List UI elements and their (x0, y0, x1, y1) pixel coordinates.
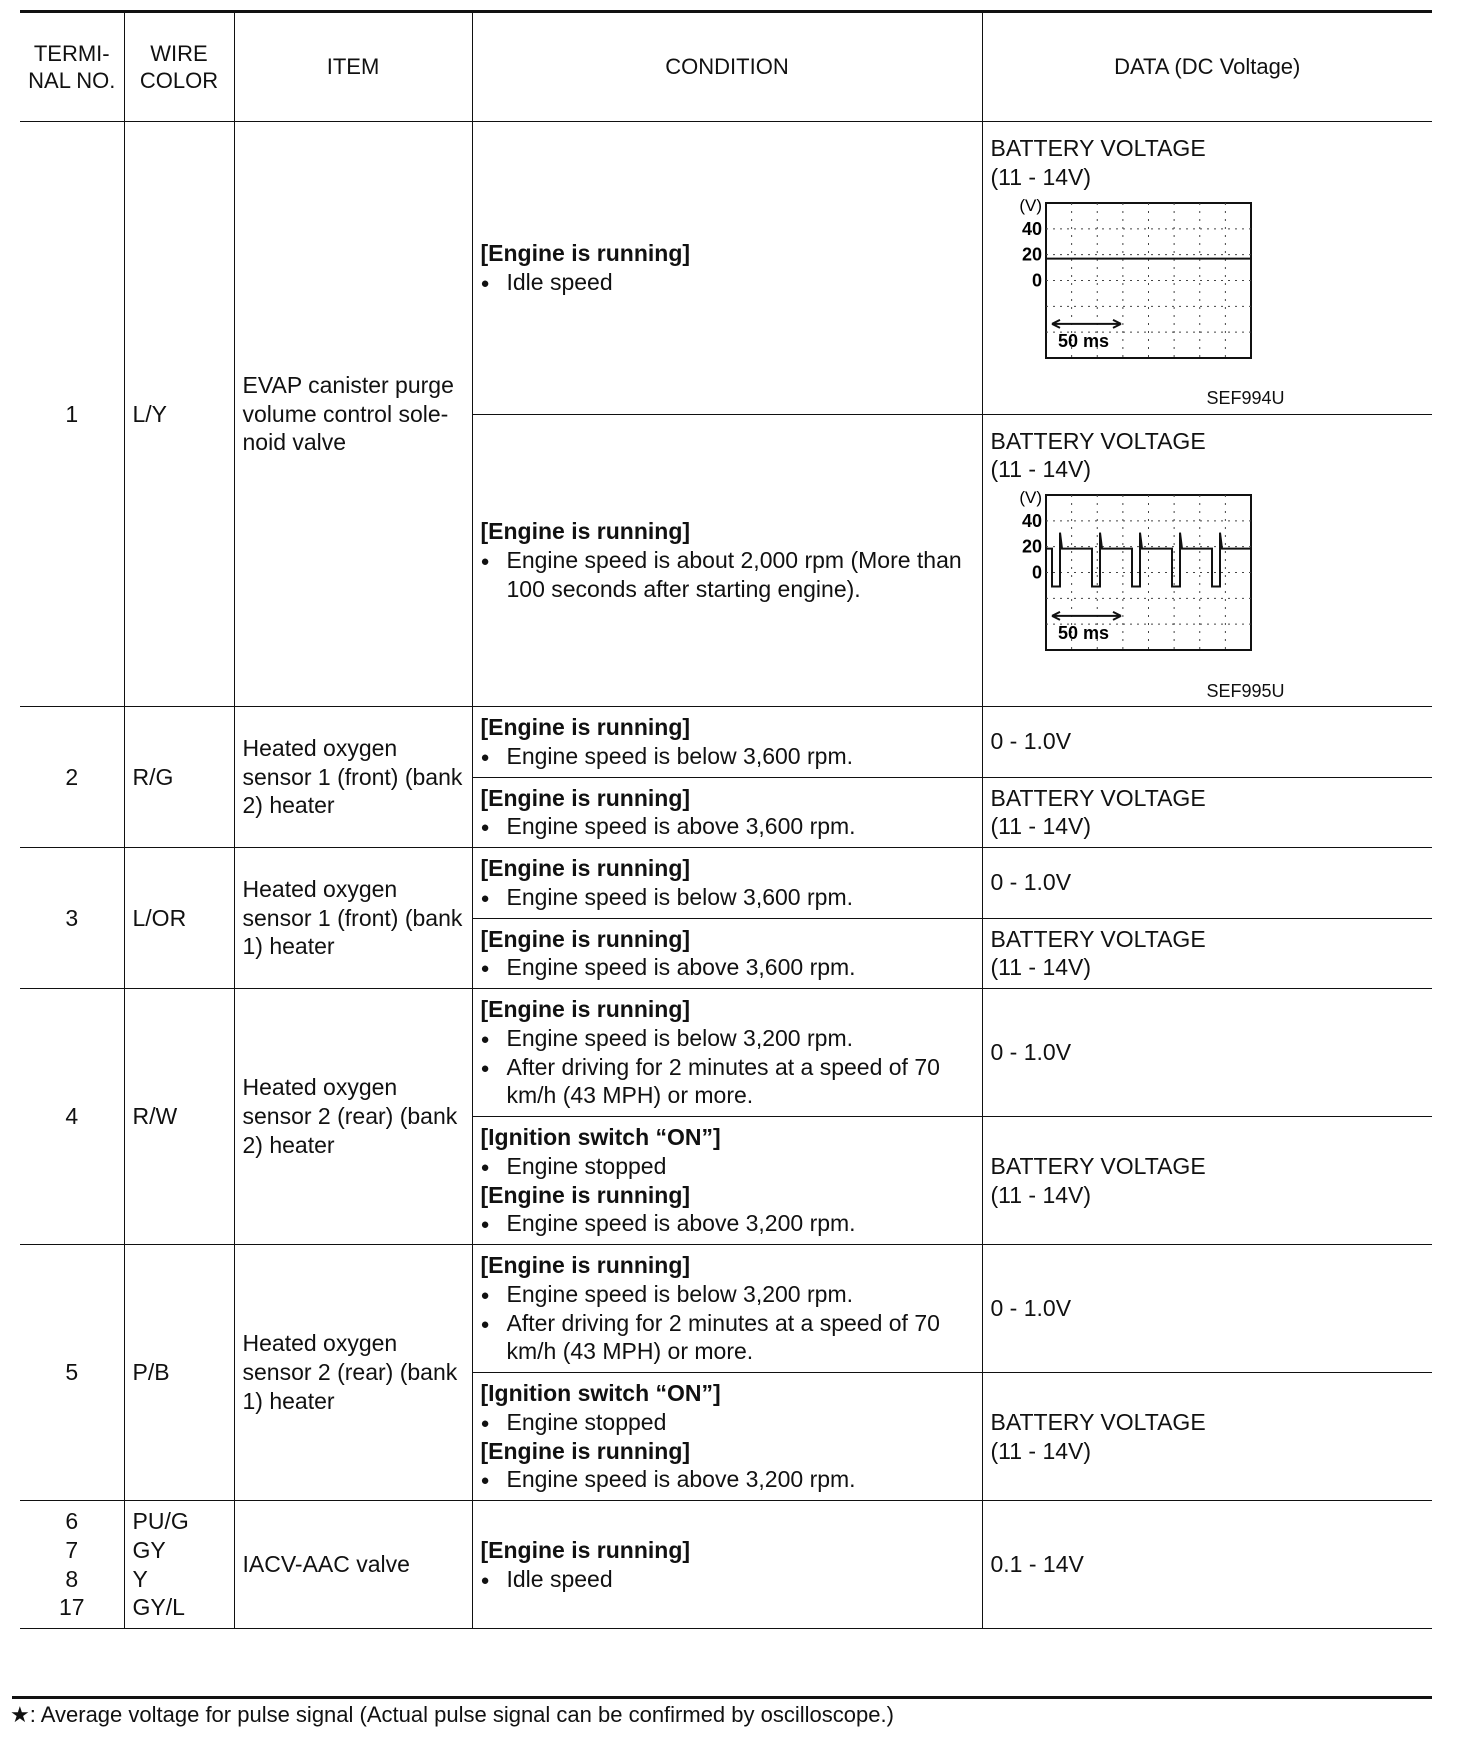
terminal-number-item: 7 (65, 1536, 79, 1563)
header-condition: CONDITION (472, 12, 982, 122)
condition-bullet: ● Engine speed is about 2,000 rpm (More than 100 seconds after starting engine). (481, 546, 974, 604)
wire-color: P/B (124, 1245, 234, 1501)
figure-code: SEF994U (1206, 388, 1285, 408)
condition-heading: [Engine is running] (480, 1181, 691, 1208)
condition-cell (472, 1117, 982, 1245)
header-wire-color: WIRE COLOR (124, 12, 234, 122)
data-cell (982, 1117, 1432, 1245)
data-cell (982, 1501, 1432, 1629)
table-row (20, 122, 1432, 415)
terminal-number: 2 (20, 707, 124, 848)
figure-code: SEF995U (1206, 680, 1285, 701)
data-value-range: (11 - 14V) (990, 813, 1092, 840)
terminal-data-table (20, 10, 1432, 1629)
condition-heading: [Engine is running] (480, 925, 691, 952)
data-value-range: (11 - 14V) (990, 954, 1092, 981)
item-name: Heated oxygen sensor 2 (rear) (bank 2) heater (234, 989, 472, 1245)
time-scale-label: 50 ms (1057, 330, 1109, 351)
condition-heading: [Ignition switch “ON”] (480, 1124, 721, 1150)
condition-bullet: ● Idle speed (481, 1565, 974, 1594)
data-value: BATTERY VOLTAGE (990, 427, 1206, 454)
y-unit-label: (V) (1018, 197, 1042, 215)
bottom-rule (12, 1696, 1432, 1699)
table-row (20, 707, 1432, 778)
data-value-range: (11 - 14V) (990, 163, 1092, 190)
oscilloscope-graph (991, 490, 1291, 660)
terminal-number-item: 8 (65, 1565, 79, 1592)
data-cell (982, 1245, 1432, 1373)
item-name: Heated oxygen sensor 1 (front) (bank 2) heater (234, 707, 472, 848)
condition-bullet: ● Engine stopped (481, 1152, 974, 1181)
condition-heading: [Engine is running] (480, 855, 691, 881)
item-name: IACV-AAC valve (234, 1501, 472, 1629)
data-value: BATTERY VOLTAGE (990, 135, 1206, 161)
footnote: ★: Average voltage for pulse signal (Actual pulse signal can be confirmed by oscilloscope.) (10, 1702, 894, 1727)
header-data: DATA (DC Voltage) (982, 12, 1432, 122)
condition-cell (472, 1501, 982, 1629)
y-tick-40: 40 (1021, 510, 1042, 531)
condition-heading: [Engine is running] (480, 1437, 691, 1464)
condition-cell (472, 707, 982, 778)
condition-cell (472, 918, 982, 989)
terminal-number: 5 (20, 1245, 124, 1501)
data-cell (982, 1373, 1432, 1501)
data-value: 0 - 1.0V (990, 1039, 1072, 1066)
data-value-range: (11 - 14V) (990, 456, 1092, 483)
terminal-number: 1 (20, 122, 124, 707)
oscilloscope-panel (991, 490, 1291, 700)
data-cell (982, 989, 1432, 1117)
wire-color-item: GY (132, 1536, 166, 1563)
table-row (20, 1501, 1432, 1629)
condition-heading: [Engine is running] (480, 784, 691, 811)
data-value: BATTERY VOLTAGE (990, 925, 1206, 952)
header-terminal: TERMI- NAL NO. (20, 12, 124, 122)
condition-cell (472, 414, 982, 707)
condition-bullet: ● Engine speed is below 3,200 rpm. (481, 1280, 974, 1309)
time-scale-arrow (1052, 612, 1121, 620)
time-scale-label: 50 ms (1057, 622, 1109, 643)
y-tick-0: 0 (1031, 562, 1042, 583)
condition-cell (472, 989, 982, 1117)
condition-heading: [Engine is running] (480, 996, 691, 1022)
table-body (20, 122, 1432, 1629)
condition-bullet: ● Engine speed is above 3,600 rpm. (481, 953, 974, 982)
condition-heading: [Engine is running] (480, 714, 691, 740)
item-name: EVAP canister purge volume control sole- noid valve (234, 122, 472, 707)
data-value: BATTERY VOLTAGE (990, 784, 1206, 811)
table-row (20, 989, 1432, 1117)
condition-bullet: ● Engine speed is above 3,600 rpm. (481, 812, 974, 841)
oscilloscope-panel (991, 198, 1291, 408)
wire-color-item: GY/L (132, 1594, 185, 1621)
table-row (20, 1245, 1432, 1373)
condition-bullet: ● Engine speed is below 3,600 rpm. (481, 883, 974, 912)
condition-bullet: ● Idle speed (481, 268, 974, 297)
condition-bullet: ● After driving for 2 minutes at a speed of 70 km/h (43 MPH) or more. (481, 1053, 974, 1111)
condition-cell (472, 1245, 982, 1373)
wire-color (124, 1501, 234, 1629)
condition-bullet: ● Engine speed is above 3,200 rpm. (481, 1465, 974, 1494)
wire-color-item: Y (132, 1565, 148, 1592)
condition-heading: [Engine is running] (480, 518, 691, 545)
table-header-row (20, 12, 1432, 122)
data-cell (982, 918, 1432, 989)
item-name: Heated oxygen sensor 2 (rear) (bank 1) heater (234, 1245, 472, 1501)
y-tick-20: 20 (1021, 244, 1042, 265)
terminal-number-item: 6 (65, 1508, 79, 1534)
terminal-number (20, 1501, 124, 1629)
data-cell (982, 707, 1432, 778)
y-unit-label: (V) (1018, 490, 1042, 507)
condition-cell (472, 777, 982, 848)
data-value: 0 - 1.0V (990, 1295, 1072, 1322)
terminal-number: 4 (20, 989, 124, 1245)
data-value: 0 - 1.0V (990, 869, 1072, 896)
condition-bullet: ● Engine speed is below 3,600 rpm. (481, 742, 974, 771)
condition-bullet: ● Engine stopped (481, 1408, 974, 1437)
condition-heading: [Engine is running] (480, 1536, 691, 1563)
table-row (20, 848, 1432, 919)
data-value: 0 - 1.0V (990, 728, 1072, 755)
condition-cell (472, 848, 982, 919)
wire-color: L/Y (124, 122, 234, 707)
wire-color: R/W (124, 989, 234, 1245)
wire-color: R/G (124, 707, 234, 848)
wire-color: L/OR (124, 848, 234, 989)
data-cell (982, 414, 1432, 707)
condition-cell (472, 122, 982, 415)
data-value-range: (11 - 14V) (990, 1437, 1092, 1464)
data-value: 0.1 - 14V (990, 1551, 1084, 1578)
y-tick-20: 20 (1021, 536, 1042, 557)
terminal-number: 3 (20, 848, 124, 989)
y-tick-40: 40 (1021, 218, 1042, 239)
data-value: BATTERY VOLTAGE (990, 1408, 1206, 1435)
data-value: BATTERY VOLTAGE (990, 1152, 1206, 1179)
data-value-range: (11 - 14V) (990, 1181, 1092, 1208)
time-scale-arrow (1052, 319, 1121, 327)
condition-cell (472, 1373, 982, 1501)
wire-color-item: PU/G (132, 1508, 189, 1534)
y-tick-0: 0 (1031, 270, 1042, 290)
condition-bullet: ● After driving for 2 minutes at a speed of 70 km/h (43 MPH) or more. (481, 1309, 974, 1367)
condition-bullet: ● Engine speed is above 3,200 rpm. (481, 1209, 974, 1238)
item-name: Heated oxygen sensor 1 (front) (bank 1) heater (234, 848, 472, 989)
condition-bullet: ● Engine speed is below 3,200 rpm. (481, 1024, 974, 1053)
condition-heading: [Ignition switch “ON”] (480, 1380, 721, 1406)
condition-heading: [Engine is running] (480, 240, 691, 266)
data-cell (982, 777, 1432, 848)
terminal-number-item: 17 (58, 1594, 85, 1621)
oscilloscope-graph (991, 198, 1291, 368)
condition-heading: [Engine is running] (480, 1252, 691, 1278)
header-item: ITEM (234, 12, 472, 122)
data-cell (982, 122, 1432, 415)
data-cell (982, 848, 1432, 919)
